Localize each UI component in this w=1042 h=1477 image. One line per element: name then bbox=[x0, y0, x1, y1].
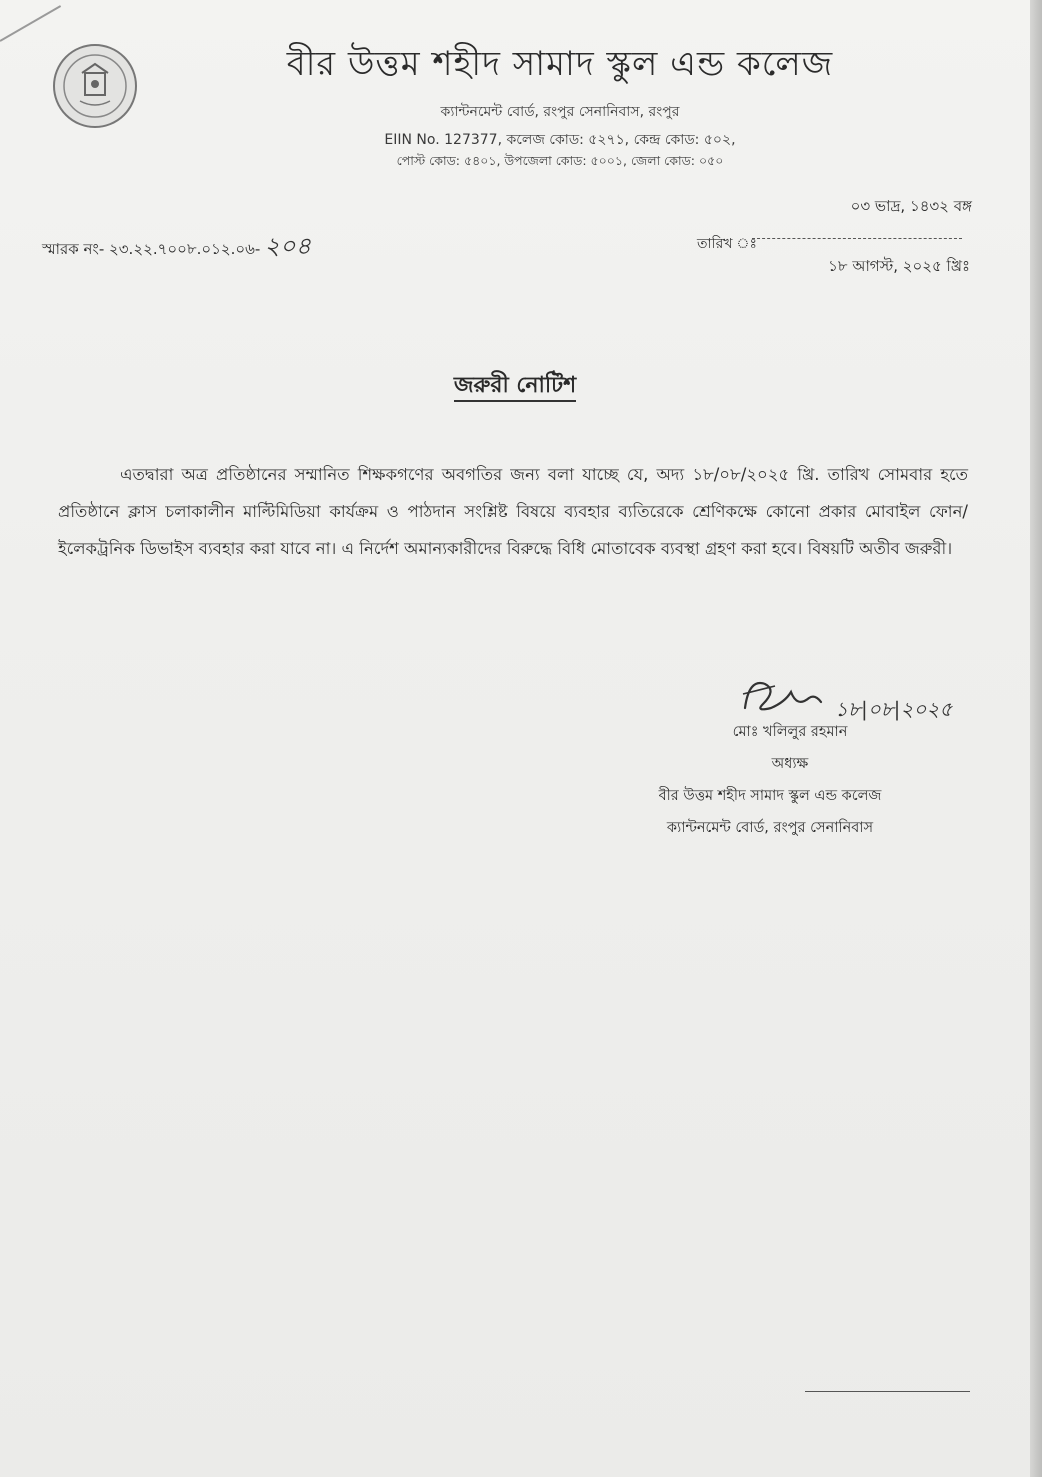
memo-handwritten-number: ২০৪ bbox=[264, 232, 312, 260]
signatory-name: মোঃ খলিলুর রহমান bbox=[732, 724, 848, 740]
date-english: ১৮ আগস্ট, ২০২৫ খ্রিঃ bbox=[828, 257, 970, 275]
signature-date: ১৮|০৮|২০২৫ bbox=[835, 697, 953, 721]
date-dotted-line bbox=[752, 238, 962, 239]
signatory-block bbox=[600, 716, 940, 844]
memo-prefix: স্মারক নং- ২৩.২২.৭০০৮.০১২.০৬- bbox=[42, 240, 261, 258]
notice-title-text: জরুরী নোটিশ bbox=[454, 373, 576, 402]
address-line-3: পোস্ট কোড: ৫৪০১, উপজেলা কোড: ৫০০১, জেলা কোড: ০৫০ bbox=[396, 153, 724, 168]
address-line-1: ক্যান্টনমেন্ট বোর্ড, রংপুর সেনানিবাস, রংপুর bbox=[440, 104, 680, 120]
memo-number bbox=[42, 228, 311, 268]
date-bangla: ০৩ ভাদ্র, ১৪৩২ বঙ্গ bbox=[850, 197, 972, 215]
date-label: তারিখ ঃ bbox=[697, 236, 757, 252]
notice-title bbox=[0, 368, 1030, 405]
school-name: বীর উত্তম শহীদ সামাদ স্কুল এন্ড কলেজ bbox=[286, 44, 834, 84]
signatory-institution: বীর উত্তম শহীদ সামাদ স্কুল এন্ড কলেজ bbox=[658, 788, 882, 804]
footer-rule bbox=[805, 1391, 970, 1392]
signatory-designation: অধ্যক্ষ bbox=[771, 756, 809, 772]
school-seal-icon bbox=[52, 43, 138, 129]
notice-body: এতদ্বারা অত্র প্রতিষ্ঠানের সম্মানিত শিক্ষকগণের অবগতির জন্য বলা যাচ্ছে যে, অদ্য ১৮/০৮/২০২৫ খ্রি. তারিখ সোমবার হতে প্রতিষ্ঠানে ক্লাস চলাকালীন মাল্টিমিডিয়া কার্যক্রম ও পাঠদান সংশ্লিষ্ট বিষয়ে ব্যবহার ব্যতিরেকে শ্রেণিকক্ষে কোনো প্রকার মোবাইল ফোন/ইলেকট্রনিক ডিভাইস ব্যবহার করা যাবে না। এ নির্দেশ অমান্যকারীদের বিরুদ্ধে বিধি মোতাবেক ব্যবস্থা গ্রহণ করা হবে। বিষয়টি অতীব জরুরী। bbox=[58, 465, 968, 558]
signatory-location: ক্যান্টনমেন্ট বোর্ড, রংপুর সেনানিবাস bbox=[666, 820, 874, 836]
address-line-2: EIIN No. 127377, কলেজ কোড: ৫২৭১, কেন্দ্র কোড: ৫০২, bbox=[384, 132, 736, 148]
page-edge bbox=[1030, 0, 1042, 1477]
